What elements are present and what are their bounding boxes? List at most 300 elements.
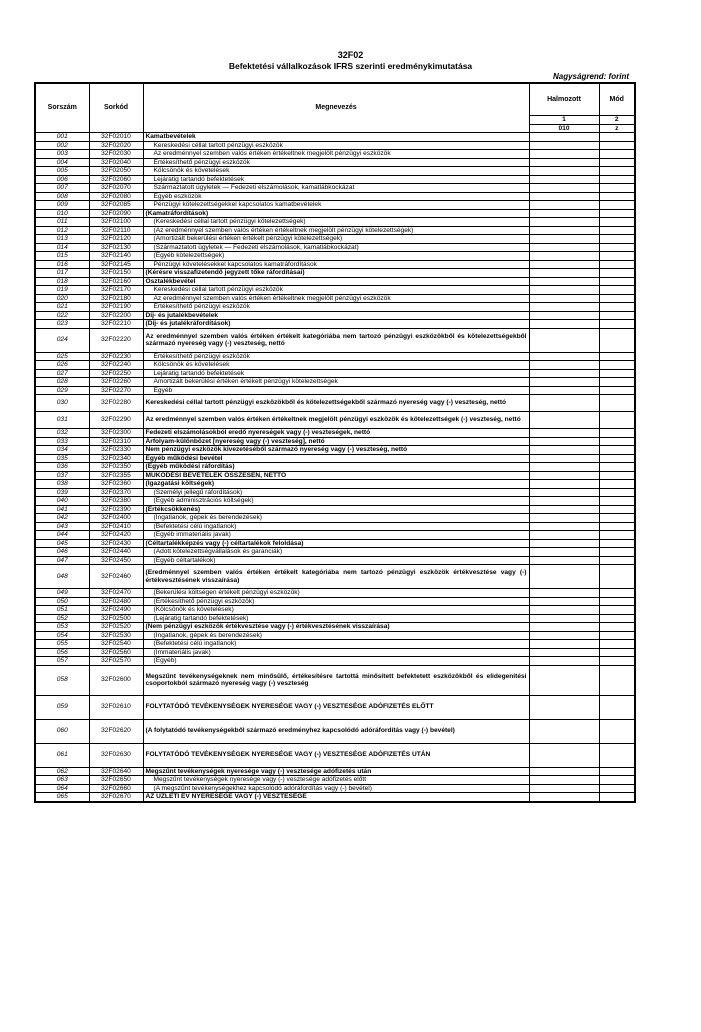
row-code: 32F02600 [89, 665, 143, 695]
mod-cell[interactable] [599, 695, 635, 719]
row-description: (Nem pénzügyi eszközök értékvesztése vagy (-) értékvesztésének visszaírása) [143, 623, 529, 632]
halmozott-cell[interactable] [529, 226, 599, 235]
row-code: 32F02350 [89, 463, 143, 472]
mod-cell[interactable] [599, 784, 635, 793]
row-number: 031 [35, 412, 89, 429]
table-row [35, 665, 635, 695]
table-row [35, 320, 635, 329]
row-description: Megszűnt tevékenységeknek nem minősülő, értékesítésre tartottá minősített befektetett eszközökből és elidegenítési csoportokból származó nyereség vagy (-) veszteség [143, 665, 529, 695]
table-row [35, 631, 635, 640]
table-row [35, 260, 635, 269]
table-row [35, 480, 635, 489]
halmozott-cell[interactable] [529, 218, 599, 227]
mod-cell[interactable] [599, 218, 635, 227]
mod-cell[interactable] [599, 294, 635, 303]
row-code: 32F02120 [89, 235, 143, 244]
mod-cell[interactable] [599, 623, 635, 632]
halmozott-cell[interactable] [529, 719, 599, 743]
halmozott-cell[interactable] [529, 437, 599, 446]
mod-cell[interactable] [599, 141, 635, 150]
row-description: Kereskedési céllal tartott pénzügyi eszközökből és kötelezettségekből származó nyereség vagy (-) veszteség, nettó [143, 395, 529, 412]
halmozott-cell[interactable] [529, 369, 599, 378]
mod-cell[interactable] [599, 565, 635, 589]
row-description: Lejáratig tartandó befektetések [143, 369, 529, 378]
halmozott-cell[interactable] [529, 429, 599, 438]
table-row [35, 743, 635, 767]
row-code: 32F02085 [89, 201, 143, 210]
row-code: 32F02100 [89, 218, 143, 227]
mod-cell[interactable] [599, 369, 635, 378]
row-code: 32F02160 [89, 277, 143, 286]
mod-cell[interactable] [599, 158, 635, 167]
row-code: 32F02260 [89, 378, 143, 387]
row-description: FOLYTATÓDÓ TEVÉKENYSÉGEK NYERESÉGE VAGY (-) VESZTESÉGE ADÓFIZETÉS ELŐTT [143, 695, 529, 719]
halmozott-cell[interactable] [529, 776, 599, 785]
row-description: (Egyéb céltartalékok) [143, 556, 529, 565]
row-code: 32F02310 [89, 437, 143, 446]
row-description: MŰKÖDÉSI BEVÉTELEK ÖSSZESEN, NETTÓ [143, 471, 529, 480]
table-row [35, 311, 635, 320]
table-row [35, 454, 635, 463]
mod-cell[interactable] [599, 192, 635, 201]
halmozott-cell[interactable] [529, 623, 599, 632]
table-row [35, 303, 635, 312]
row-code: 32F02170 [89, 286, 143, 295]
halmozott-cell[interactable] [529, 648, 599, 657]
halmozott-cell[interactable] [529, 252, 599, 261]
row-number: 060 [35, 719, 89, 743]
row-number: 037 [35, 471, 89, 480]
row-number: 065 [35, 793, 89, 802]
row-code: 32F02520 [89, 623, 143, 632]
col-code-mod: z [599, 124, 635, 132]
mod-cell[interactable] [599, 556, 635, 565]
table-row [35, 133, 635, 142]
mod-cell[interactable] [599, 277, 635, 286]
row-code: 32F02110 [89, 226, 143, 235]
col-header-mod: Mód [599, 83, 635, 116]
report-table [34, 82, 636, 803]
row-code: 32F02290 [89, 412, 143, 429]
halmozott-cell[interactable] [529, 184, 599, 193]
row-number: 062 [35, 767, 89, 776]
row-description: FOLYTATÓDÓ TEVÉKENYSÉGEK NYERESÉGE VAGY (-) VESZTESÉGE ADÓFIZETÉS UTÁN [143, 743, 529, 767]
row-code: 32F02150 [89, 269, 143, 278]
halmozott-cell[interactable] [529, 209, 599, 218]
row-number: 011 [35, 218, 89, 227]
table-row [35, 412, 635, 429]
row-code: 32F02630 [89, 743, 143, 767]
mod-cell[interactable] [599, 793, 635, 802]
row-code: 32F02220 [89, 328, 143, 352]
mod-cell[interactable] [599, 488, 635, 497]
row-description: Osztalékbevétel [143, 277, 529, 286]
row-number: 055 [35, 640, 89, 649]
mod-cell[interactable] [599, 505, 635, 514]
mod-cell[interactable] [599, 269, 635, 278]
mod-cell[interactable] [599, 743, 635, 767]
row-code: 32F02200 [89, 311, 143, 320]
table-row [35, 695, 635, 719]
row-number: 009 [35, 201, 89, 210]
table-row [35, 361, 635, 370]
row-description: Az eredménnyel szemben valós értéken értékeltnek megjelölt pénzügyi eszközök és kötelezettségek (-) veszteség, nettó [143, 412, 529, 429]
mod-cell[interactable] [599, 260, 635, 269]
halmozott-cell[interactable] [529, 133, 599, 142]
halmozott-cell[interactable] [529, 277, 599, 286]
halmozott-cell[interactable] [529, 597, 599, 606]
row-description: (A megszűnt tevékenységekhez kapcsolódó adóráfordítás vagy (-) bevétel) [143, 784, 529, 793]
mod-cell[interactable] [599, 311, 635, 320]
row-number: 041 [35, 505, 89, 514]
row-code: 32F02020 [89, 141, 143, 150]
row-code: 32F02300 [89, 429, 143, 438]
row-number: 058 [35, 665, 89, 695]
table-row [35, 488, 635, 497]
row-code: 32F02570 [89, 657, 143, 666]
row-code: 32F02620 [89, 719, 143, 743]
mod-cell[interactable] [599, 286, 635, 295]
row-code: 32F02490 [89, 606, 143, 615]
row-code: 32F02180 [89, 294, 143, 303]
halmozott-cell[interactable] [529, 158, 599, 167]
table-row [35, 597, 635, 606]
row-number: 046 [35, 548, 89, 557]
table-row [35, 471, 635, 480]
halmozott-cell[interactable] [529, 361, 599, 370]
mod-cell[interactable] [599, 471, 635, 480]
row-description: (Értékcsökkenés) [143, 505, 529, 514]
table-row [35, 286, 635, 295]
halmozott-cell[interactable] [529, 480, 599, 489]
row-description: (Egyéb kötelezettségek) [143, 252, 529, 261]
mod-cell[interactable] [599, 352, 635, 361]
table-row [35, 505, 635, 514]
table-row [35, 565, 635, 589]
halmozott-cell[interactable] [529, 386, 599, 395]
halmozott-cell[interactable] [529, 243, 599, 252]
row-description: (Lejáratig tartandó befektetések) [143, 614, 529, 623]
col-num-mod: 2 [599, 116, 635, 124]
row-description: Az eredménnyel szemben valós értéken értékeltnek megjelölt pénzügyi eszközök [143, 294, 529, 303]
row-description: Értékesíthető pénzügyi eszközök [143, 303, 529, 312]
row-code: 32F02400 [89, 514, 143, 523]
table-row [35, 201, 635, 210]
halmozott-cell[interactable] [529, 488, 599, 497]
table-row [35, 719, 635, 743]
mod-cell[interactable] [599, 640, 635, 649]
mod-cell[interactable] [599, 463, 635, 472]
mod-cell[interactable] [599, 446, 635, 455]
table-row [35, 167, 635, 176]
row-number: 029 [35, 386, 89, 395]
table-row [35, 141, 635, 150]
mod-cell[interactable] [599, 539, 635, 548]
table-row [35, 235, 635, 244]
mod-cell[interactable] [599, 252, 635, 261]
row-description: (Díj- és jutalékráfordítások) [143, 320, 529, 329]
mod-cell[interactable] [599, 437, 635, 446]
row-number: 028 [35, 378, 89, 387]
halmozott-cell[interactable] [529, 454, 599, 463]
mod-cell[interactable] [599, 395, 635, 412]
mod-cell[interactable] [599, 606, 635, 615]
col-header-sorszam: Sorszám [35, 83, 89, 133]
halmozott-cell[interactable] [529, 665, 599, 695]
table-row [35, 378, 635, 387]
halmozott-cell[interactable] [529, 269, 599, 278]
row-code: 32F02370 [89, 488, 143, 497]
mod-cell[interactable] [599, 597, 635, 606]
row-number: 033 [35, 437, 89, 446]
table-row [35, 226, 635, 235]
halmozott-cell[interactable] [529, 141, 599, 150]
row-number: 059 [35, 695, 89, 719]
mod-cell[interactable] [599, 719, 635, 743]
halmozott-cell[interactable] [529, 311, 599, 320]
halmozott-cell[interactable] [529, 767, 599, 776]
halmozott-cell[interactable] [529, 606, 599, 615]
mod-cell[interactable] [599, 243, 635, 252]
halmozott-cell[interactable] [529, 303, 599, 312]
halmozott-cell[interactable] [529, 695, 599, 719]
row-number: 053 [35, 623, 89, 632]
row-description: Egyéb eszközök [143, 192, 529, 201]
row-code: 32F02480 [89, 597, 143, 606]
unit-label: Nagyságrend: forint [552, 72, 629, 81]
row-description: (Immateriális javak) [143, 648, 529, 657]
mod-cell[interactable] [599, 665, 635, 695]
table-row [35, 648, 635, 657]
row-code: 32F02670 [89, 793, 143, 802]
row-code: 32F02360 [89, 480, 143, 489]
table-row [35, 657, 635, 666]
mod-cell[interactable] [599, 175, 635, 184]
row-description: Lejáratig tartandó befektetések [143, 175, 529, 184]
halmozott-cell[interactable] [529, 201, 599, 210]
row-code: 32F02230 [89, 352, 143, 361]
table-row [35, 209, 635, 218]
table-row [35, 767, 635, 776]
halmozott-cell[interactable] [529, 412, 599, 429]
row-number: 050 [35, 597, 89, 606]
mod-cell[interactable] [599, 522, 635, 531]
mod-cell[interactable] [599, 548, 635, 557]
mod-cell[interactable] [599, 209, 635, 218]
row-number: 024 [35, 328, 89, 352]
halmozott-cell[interactable] [529, 328, 599, 352]
halmozott-cell[interactable] [529, 657, 599, 666]
table-row [35, 548, 635, 557]
mod-cell[interactable] [599, 378, 635, 387]
row-description: (Igazgatási költségek) [143, 480, 529, 489]
halmozott-cell[interactable] [529, 175, 599, 184]
row-code: 32F02410 [89, 522, 143, 531]
row-description: AZ ÜZLETI ÉV NYERESÉGE VAGY (-) VESZTESÉGE [143, 793, 529, 802]
row-description: Kölcsönök és követelések [143, 167, 529, 176]
row-number: 048 [35, 565, 89, 589]
halmozott-cell[interactable] [529, 260, 599, 269]
row-number: 017 [35, 269, 89, 278]
row-description: (Céltartalékképzés vagy (-) céltartalékok feloldása) [143, 539, 529, 548]
mod-cell[interactable] [599, 235, 635, 244]
row-description: Árfolyam-különbözet [nyereség vagy (-) veszteség], nettó [143, 437, 529, 446]
mod-cell[interactable] [599, 614, 635, 623]
halmozott-cell[interactable] [529, 320, 599, 329]
row-description: Kereskedési céllal tartott pénzügyi eszközök [143, 286, 529, 295]
row-number: 012 [35, 226, 89, 235]
halmozott-cell[interactable] [529, 463, 599, 472]
row-code: 32F02060 [89, 175, 143, 184]
table-row [35, 531, 635, 540]
halmozott-cell[interactable] [529, 614, 599, 623]
halmozott-cell[interactable] [529, 793, 599, 802]
row-number: 043 [35, 522, 89, 531]
mod-cell[interactable] [599, 648, 635, 657]
halmozott-cell[interactable] [529, 640, 599, 649]
row-description: Megszűnt tevékenységek nyeresége vagy (-) vesztesége adófizetés után [143, 767, 529, 776]
col-header-halmozott: Halmozott [529, 83, 599, 116]
row-number: 045 [35, 539, 89, 548]
table-row [35, 556, 635, 565]
table-row [35, 158, 635, 167]
halmozott-cell[interactable] [529, 522, 599, 531]
table-row [35, 429, 635, 438]
table-row [35, 776, 635, 785]
mod-cell[interactable] [599, 320, 635, 329]
row-number: 015 [35, 252, 89, 261]
row-code: 32F02530 [89, 631, 143, 640]
mod-cell[interactable] [599, 361, 635, 370]
halmozott-cell[interactable] [529, 294, 599, 303]
table-row [35, 784, 635, 793]
row-number: 056 [35, 648, 89, 657]
halmozott-cell[interactable] [529, 150, 599, 159]
row-description: (Kölcsönök és követelések) [143, 606, 529, 615]
halmozott-cell[interactable] [529, 784, 599, 793]
table-row [35, 369, 635, 378]
row-description: Származtatott ügyletek — Fedezeti elszámolások, kamatlábkockázat [143, 184, 529, 193]
row-code: 32F02280 [89, 395, 143, 412]
mod-cell[interactable] [599, 589, 635, 598]
table-row [35, 446, 635, 455]
table-row [35, 539, 635, 548]
halmozott-cell[interactable] [529, 539, 599, 548]
halmozott-cell[interactable] [529, 743, 599, 767]
row-number: 010 [35, 209, 89, 218]
halmozott-cell[interactable] [529, 514, 599, 523]
row-code: 32F02390 [89, 505, 143, 514]
table-body [35, 133, 635, 802]
halmozott-cell[interactable] [529, 192, 599, 201]
row-code: 32F02030 [89, 150, 143, 159]
row-number: 051 [35, 606, 89, 615]
table-row [35, 497, 635, 506]
halmozott-cell[interactable] [529, 531, 599, 540]
mod-cell[interactable] [599, 328, 635, 352]
mod-cell[interactable] [599, 776, 635, 785]
table-row [35, 606, 635, 615]
mod-cell[interactable] [599, 133, 635, 142]
table-row [35, 252, 635, 261]
mod-cell[interactable] [599, 386, 635, 395]
row-description: (Egyéb) [143, 657, 529, 666]
mod-cell[interactable] [599, 150, 635, 159]
row-number: 018 [35, 277, 89, 286]
row-description: (Eredménnyel szemben valós értéken értékelt kategóriába nem tartozó pénzügyi eszközök értékvesztése vagy (-) értékvesztésének visszaírása) [143, 565, 529, 589]
table-row [35, 614, 635, 623]
mod-cell[interactable] [599, 767, 635, 776]
halmozott-cell[interactable] [529, 589, 599, 598]
row-description: Egyéb [143, 386, 529, 395]
halmozott-cell[interactable] [529, 352, 599, 361]
halmozott-cell[interactable] [529, 497, 599, 506]
row-description: Díj- és jutalékbevételek [143, 311, 529, 320]
halmozott-cell[interactable] [529, 548, 599, 557]
row-code: 32F02440 [89, 548, 143, 557]
row-number: 038 [35, 480, 89, 489]
mod-cell[interactable] [599, 201, 635, 210]
mod-cell[interactable] [599, 184, 635, 193]
halmozott-cell[interactable] [529, 167, 599, 176]
mod-cell[interactable] [599, 167, 635, 176]
row-number: 027 [35, 369, 89, 378]
halmozott-cell[interactable] [529, 395, 599, 412]
row-number: 013 [35, 235, 89, 244]
halmozott-cell[interactable] [529, 505, 599, 514]
row-number: 042 [35, 514, 89, 523]
mod-cell[interactable] [599, 631, 635, 640]
mod-cell[interactable] [599, 531, 635, 540]
mod-cell[interactable] [599, 429, 635, 438]
row-number: 049 [35, 589, 89, 598]
mod-cell[interactable] [599, 657, 635, 666]
mod-cell[interactable] [599, 226, 635, 235]
halmozott-cell[interactable] [529, 446, 599, 455]
halmozott-cell[interactable] [529, 565, 599, 589]
mod-cell[interactable] [599, 412, 635, 429]
row-code: 32F02540 [89, 640, 143, 649]
row-code: 32F02640 [89, 767, 143, 776]
mod-cell[interactable] [599, 480, 635, 489]
halmozott-cell[interactable] [529, 286, 599, 295]
halmozott-cell[interactable] [529, 378, 599, 387]
mod-cell[interactable] [599, 303, 635, 312]
row-description: (Befektetési célú ingatlanok) [143, 640, 529, 649]
table-row [35, 522, 635, 531]
row-description: (Személyi jellegű ráfordítások) [143, 488, 529, 497]
mod-cell[interactable] [599, 514, 635, 523]
row-description: (Adott kötelezettségvállalások és garanciák) [143, 548, 529, 557]
row-code: 32F02090 [89, 209, 143, 218]
halmozott-cell[interactable] [529, 471, 599, 480]
row-number: 022 [35, 311, 89, 320]
row-description: Megszűnt tevékenységek nyeresége vagy (-) vesztesége adófizetés előtt [143, 776, 529, 785]
row-number: 006 [35, 175, 89, 184]
row-number: 030 [35, 395, 89, 412]
row-number: 008 [35, 192, 89, 201]
row-description: Fedezeti elszámolásokból eredő nyereségek vagy (-) veszteségek, nettó [143, 429, 529, 438]
row-number: 019 [35, 286, 89, 295]
mod-cell[interactable] [599, 454, 635, 463]
row-code: 32F02145 [89, 260, 143, 269]
mod-cell[interactable] [599, 497, 635, 506]
halmozott-cell[interactable] [529, 631, 599, 640]
halmozott-cell[interactable] [529, 556, 599, 565]
halmozott-cell[interactable] [529, 235, 599, 244]
row-number: 052 [35, 614, 89, 623]
row-code: 32F02040 [89, 158, 143, 167]
